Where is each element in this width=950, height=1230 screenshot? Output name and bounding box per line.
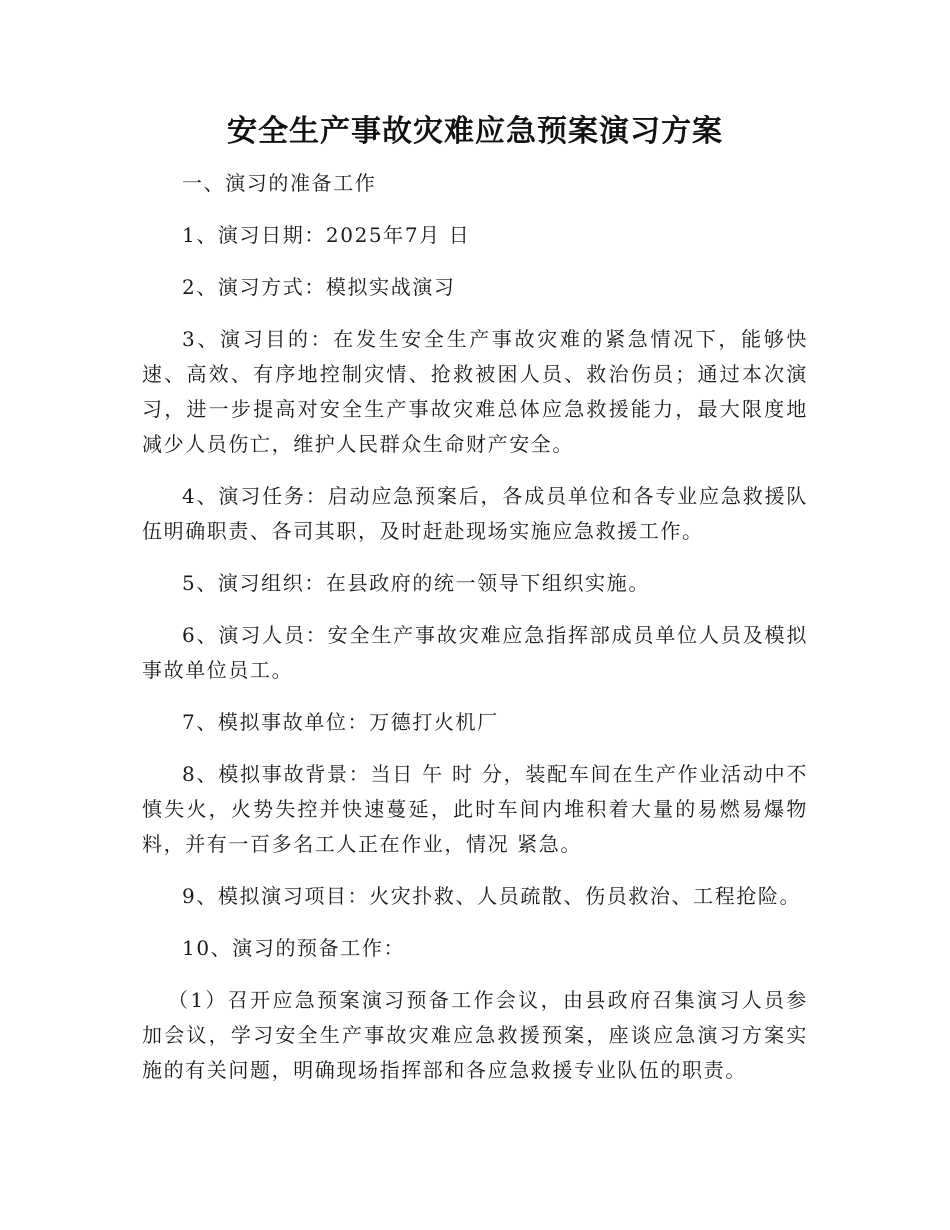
paragraph-drill-purpose: 3、演习目的：在发生安全生产事故灾难的紧急情况下，能够快速、高效、有序地控制灾情、抢救被困人员、救治伤员；通过本次演习，进一步提高对安全生产事故灾难总体应急救援能力，最大限度地减少人员伤亡，维护人民群众生命财产安全。 bbox=[142, 327, 808, 456]
paragraph-drill-mode: 2、演习方式：模拟实战演习 bbox=[182, 275, 456, 299]
section-heading: 一、演习的准备工作 bbox=[182, 171, 377, 195]
paragraph-simulated-background: 8、模拟事故背景：当日 午 时 分，装配车间在生产作业活动中不慎失火，火势失控并快速蔓延，此时车间内堆积着大量的易燃易爆物料，并有一百多名工人正在作业，情况 紧急。 bbox=[142, 762, 808, 856]
document-body bbox=[142, 166, 808, 1105]
paragraph-drill-organization: 5、演习组织：在县政府的统一领导下组织实施。 bbox=[182, 571, 650, 595]
paragraph-drill-date: 1、演习日期：2025年7月 日 bbox=[182, 223, 471, 247]
paragraph-drill-personnel: 6、演习人员：安全生产事故灾难应急指挥部成员单位人员及模拟事故单位员工。 bbox=[142, 623, 808, 682]
paragraph-preparation-item-1: （1）召开应急预案演习预备工作会议，由县政府召集演习人员参加会议，学习安全生产事故灾难应急救援预案，座谈应急演习方案实施的有关问题，明确现场指挥部和各应急救援专业队伍的职责。 bbox=[142, 988, 808, 1082]
document-title: 安全生产事故灾难应急预案演习方案 bbox=[227, 114, 723, 149]
paragraph-drill-task: 4、演习任务：启动应急预案后，各成员单位和各专业应急救援队伍明确职责、各司其职，及时赶赴现场实施应急救援工作。 bbox=[142, 484, 808, 543]
paragraph-preparation-heading: 10、演习的预备工作： bbox=[182, 936, 406, 960]
paragraph-simulated-items: 9、模拟演习项目：火灾扑救、人员疏散、伤员救治、工程抢险。 bbox=[182, 884, 802, 908]
paragraph-simulated-unit: 7、模拟事故单位：万德打火机厂 bbox=[182, 710, 499, 734]
